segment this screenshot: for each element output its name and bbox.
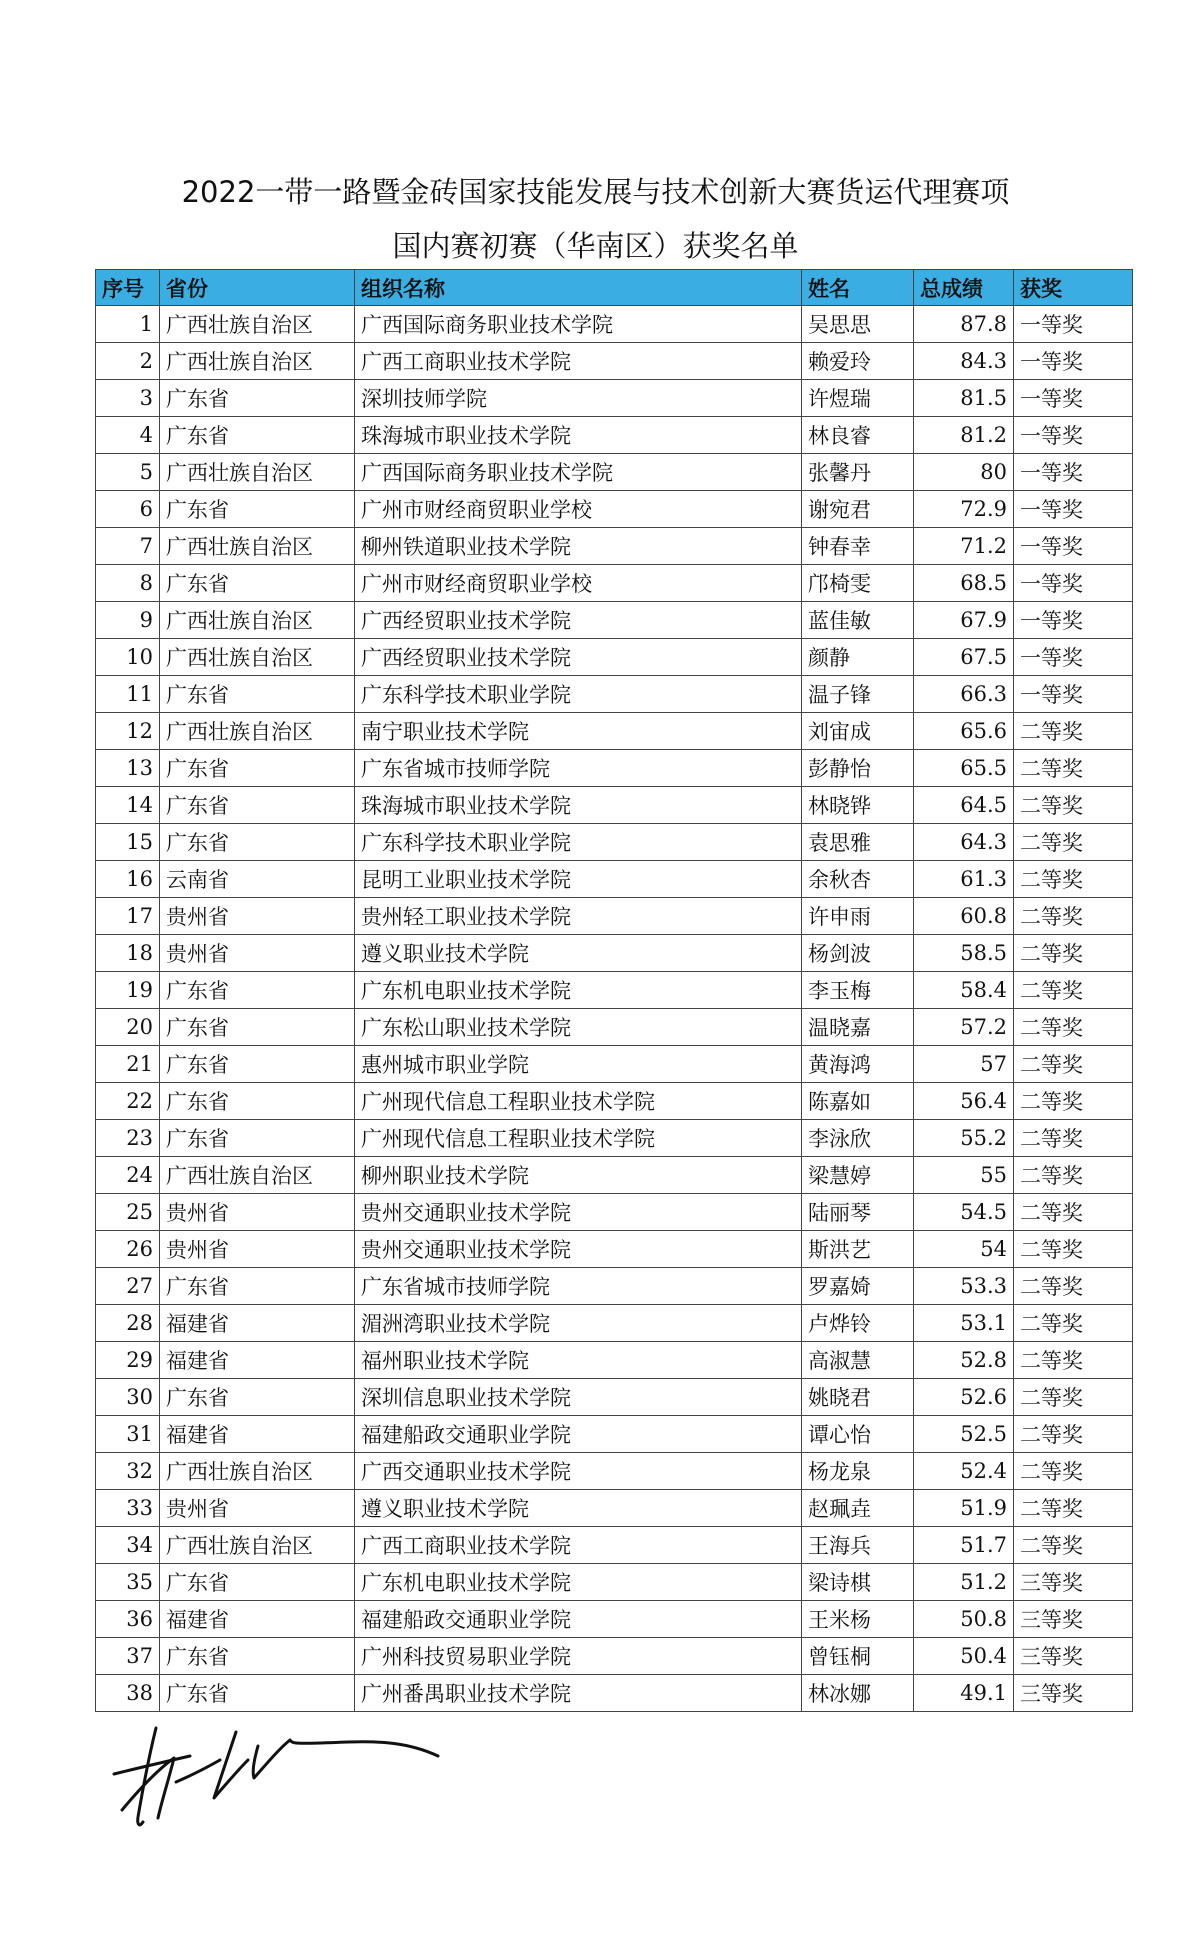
table-row <box>96 528 1133 565</box>
cell-index: 33 <box>96 1490 160 1527</box>
cell-organization: 广东科学技术职业学院 <box>355 824 802 861</box>
cell-name: 谭心怡 <box>802 1416 914 1453</box>
cell-name: 曾钰桐 <box>802 1638 914 1675</box>
cell-province: 广东省 <box>160 1675 355 1712</box>
cell-score: 65.5 <box>914 750 1014 787</box>
cell-organization: 广州番禺职业技术学院 <box>355 1675 802 1712</box>
cell-name: 林良睿 <box>802 417 914 454</box>
cell-score: 58.5 <box>914 935 1014 972</box>
cell-award: 二等奖 <box>1014 972 1133 1009</box>
cell-index: 7 <box>96 528 160 565</box>
cell-award: 二等奖 <box>1014 898 1133 935</box>
cell-score: 60.8 <box>914 898 1014 935</box>
cell-award: 一等奖 <box>1014 417 1133 454</box>
cell-organization: 广西交通职业技术学院 <box>355 1453 802 1490</box>
cell-award: 二等奖 <box>1014 1120 1133 1157</box>
cell-name: 温晓嘉 <box>802 1009 914 1046</box>
cell-index: 35 <box>96 1564 160 1601</box>
table-row <box>96 602 1133 639</box>
cell-score: 56.4 <box>914 1083 1014 1120</box>
cell-organization: 福州职业技术学院 <box>355 1342 802 1379</box>
cell-organization: 深圳技师学院 <box>355 380 802 417</box>
cell-index: 38 <box>96 1675 160 1712</box>
cell-province: 广东省 <box>160 972 355 1009</box>
table-row <box>96 639 1133 676</box>
cell-index: 23 <box>96 1120 160 1157</box>
cell-score: 50.8 <box>914 1601 1014 1638</box>
cell-province: 广东省 <box>160 1046 355 1083</box>
cell-province: 贵州省 <box>160 935 355 972</box>
cell-score: 51.2 <box>914 1564 1014 1601</box>
cell-name: 斯洪艺 <box>802 1231 914 1268</box>
cell-award: 三等奖 <box>1014 1638 1133 1675</box>
cell-score: 64.5 <box>914 787 1014 824</box>
cell-score: 52.8 <box>914 1342 1014 1379</box>
cell-award: 二等奖 <box>1014 1268 1133 1305</box>
cell-index: 24 <box>96 1157 160 1194</box>
cell-name: 赖爱玲 <box>802 343 914 380</box>
cell-province: 广西壮族自治区 <box>160 454 355 491</box>
cell-name: 李玉梅 <box>802 972 914 1009</box>
cell-organization: 深圳信息职业技术学院 <box>355 1379 802 1416</box>
cell-organization: 柳州铁道职业技术学院 <box>355 528 802 565</box>
cell-organization: 贵州交通职业技术学院 <box>355 1231 802 1268</box>
table-row <box>96 1416 1133 1453</box>
cell-index: 34 <box>96 1527 160 1564</box>
cell-index: 17 <box>96 898 160 935</box>
cell-award: 一等奖 <box>1014 565 1133 602</box>
cell-organization: 广东省城市技师学院 <box>355 750 802 787</box>
cell-province: 广东省 <box>160 491 355 528</box>
cell-province: 广东省 <box>160 787 355 824</box>
cell-award: 二等奖 <box>1014 713 1133 750</box>
signature-image <box>108 1722 448 1832</box>
cell-name: 陆丽琴 <box>802 1194 914 1231</box>
cell-name: 杨龙泉 <box>802 1453 914 1490</box>
cell-index: 37 <box>96 1638 160 1675</box>
cell-index: 12 <box>96 713 160 750</box>
cell-province: 贵州省 <box>160 1490 355 1527</box>
cell-province: 福建省 <box>160 1601 355 1638</box>
cell-index: 10 <box>96 639 160 676</box>
cell-province: 广西壮族自治区 <box>160 639 355 676</box>
table-row <box>96 713 1133 750</box>
cell-index: 20 <box>96 1009 160 1046</box>
cell-name: 许煜瑞 <box>802 380 914 417</box>
table-row <box>96 935 1133 972</box>
cell-organization: 福建船政交通职业学院 <box>355 1416 802 1453</box>
cell-organization: 广西国际商务职业技术学院 <box>355 454 802 491</box>
cell-index: 4 <box>96 417 160 454</box>
cell-name: 王海兵 <box>802 1527 914 1564</box>
cell-award: 一等奖 <box>1014 676 1133 713</box>
cell-organization: 南宁职业技术学院 <box>355 713 802 750</box>
cell-name: 杨剑波 <box>802 935 914 972</box>
cell-province: 云南省 <box>160 861 355 898</box>
cell-score: 64.3 <box>914 824 1014 861</box>
award-table <box>95 269 1133 1712</box>
cell-organization: 广西工商职业技术学院 <box>355 343 802 380</box>
cell-score: 50.4 <box>914 1638 1014 1675</box>
cell-organization: 贵州轻工职业技术学院 <box>355 898 802 935</box>
table-row <box>96 1305 1133 1342</box>
table-row <box>96 491 1133 528</box>
cell-score: 67.9 <box>914 602 1014 639</box>
cell-name: 林晓铧 <box>802 787 914 824</box>
cell-index: 21 <box>96 1046 160 1083</box>
cell-name: 卢烨铃 <box>802 1305 914 1342</box>
cell-score: 57 <box>914 1046 1014 1083</box>
cell-province: 贵州省 <box>160 1231 355 1268</box>
table-row <box>96 343 1133 380</box>
cell-organization: 广州现代信息工程职业技术学院 <box>355 1120 802 1157</box>
cell-name: 邝椅雯 <box>802 565 914 602</box>
cell-score: 55.2 <box>914 1120 1014 1157</box>
table-row <box>96 1490 1133 1527</box>
cell-name: 钟春幸 <box>802 528 914 565</box>
table-row <box>96 1601 1133 1638</box>
cell-index: 25 <box>96 1194 160 1231</box>
table-row <box>96 1638 1133 1675</box>
cell-score: 87.8 <box>914 306 1014 343</box>
cell-organization: 广东机电职业技术学院 <box>355 1564 802 1601</box>
cell-organization: 广东机电职业技术学院 <box>355 972 802 1009</box>
cell-organization: 柳州职业技术学院 <box>355 1157 802 1194</box>
cell-index: 13 <box>96 750 160 787</box>
header-index: 序号 <box>96 270 160 306</box>
cell-province: 广东省 <box>160 750 355 787</box>
table-row <box>96 1046 1133 1083</box>
cell-province: 广东省 <box>160 565 355 602</box>
table-row <box>96 1564 1133 1601</box>
table-row <box>96 1342 1133 1379</box>
cell-organization: 广州科技贸易职业学院 <box>355 1638 802 1675</box>
cell-index: 19 <box>96 972 160 1009</box>
cell-index: 27 <box>96 1268 160 1305</box>
cell-organization: 惠州城市职业学院 <box>355 1046 802 1083</box>
cell-organization: 广西经贸职业技术学院 <box>355 639 802 676</box>
cell-award: 三等奖 <box>1014 1564 1133 1601</box>
cell-organization: 遵义职业技术学院 <box>355 935 802 972</box>
cell-province: 广东省 <box>160 1120 355 1157</box>
cell-index: 15 <box>96 824 160 861</box>
cell-province: 广东省 <box>160 676 355 713</box>
cell-index: 22 <box>96 1083 160 1120</box>
cell-score: 52.5 <box>914 1416 1014 1453</box>
cell-province: 福建省 <box>160 1305 355 1342</box>
cell-index: 26 <box>96 1231 160 1268</box>
cell-province: 广东省 <box>160 417 355 454</box>
cell-name: 谢宛君 <box>802 491 914 528</box>
table-row <box>96 824 1133 861</box>
cell-name: 赵珮垚 <box>802 1490 914 1527</box>
cell-award: 一等奖 <box>1014 491 1133 528</box>
table-body <box>96 306 1133 1712</box>
cell-name: 余秋杏 <box>802 861 914 898</box>
cell-organization: 广西经贸职业技术学院 <box>355 602 802 639</box>
cell-score: 61.3 <box>914 861 1014 898</box>
cell-award: 二等奖 <box>1014 1416 1133 1453</box>
table-row <box>96 1268 1133 1305</box>
cell-score: 51.7 <box>914 1527 1014 1564</box>
cell-index: 29 <box>96 1342 160 1379</box>
cell-province: 广东省 <box>160 824 355 861</box>
cell-province: 广东省 <box>160 1083 355 1120</box>
table-row <box>96 1675 1133 1712</box>
cell-award: 二等奖 <box>1014 1046 1133 1083</box>
cell-organization: 广州现代信息工程职业技术学院 <box>355 1083 802 1120</box>
cell-score: 80 <box>914 454 1014 491</box>
cell-award: 二等奖 <box>1014 750 1133 787</box>
cell-name: 颜静 <box>802 639 914 676</box>
cell-award: 二等奖 <box>1014 1231 1133 1268</box>
cell-index: 28 <box>96 1305 160 1342</box>
cell-score: 55 <box>914 1157 1014 1194</box>
cell-province: 广东省 <box>160 380 355 417</box>
cell-award: 二等奖 <box>1014 1305 1133 1342</box>
cell-index: 1 <box>96 306 160 343</box>
table-row <box>96 565 1133 602</box>
cell-award: 二等奖 <box>1014 1379 1133 1416</box>
cell-score: 67.5 <box>914 639 1014 676</box>
cell-score: 66.3 <box>914 676 1014 713</box>
cell-province: 广东省 <box>160 1638 355 1675</box>
cell-province: 广东省 <box>160 1009 355 1046</box>
cell-score: 54.5 <box>914 1194 1014 1231</box>
cell-score: 51.9 <box>914 1490 1014 1527</box>
header-organization: 组织名称 <box>355 270 802 306</box>
cell-score: 52.4 <box>914 1453 1014 1490</box>
cell-index: 30 <box>96 1379 160 1416</box>
cell-organization: 广东省城市技师学院 <box>355 1268 802 1305</box>
cell-award: 一等奖 <box>1014 528 1133 565</box>
cell-award: 二等奖 <box>1014 1194 1133 1231</box>
table-row <box>96 972 1133 1009</box>
cell-organization: 珠海城市职业技术学院 <box>355 417 802 454</box>
cell-score: 84.3 <box>914 343 1014 380</box>
cell-award: 一等奖 <box>1014 380 1133 417</box>
cell-province: 广东省 <box>160 1379 355 1416</box>
cell-province: 贵州省 <box>160 898 355 935</box>
cell-index: 9 <box>96 602 160 639</box>
cell-index: 8 <box>96 565 160 602</box>
table-row <box>96 380 1133 417</box>
cell-award: 二等奖 <box>1014 1342 1133 1379</box>
table-row <box>96 787 1133 824</box>
cell-award: 二等奖 <box>1014 1157 1133 1194</box>
cell-province: 福建省 <box>160 1342 355 1379</box>
cell-name: 姚晓君 <box>802 1379 914 1416</box>
table-row <box>96 898 1133 935</box>
cell-organization: 遵义职业技术学院 <box>355 1490 802 1527</box>
cell-award: 一等奖 <box>1014 639 1133 676</box>
cell-index: 3 <box>96 380 160 417</box>
cell-province: 广西壮族自治区 <box>160 602 355 639</box>
cell-province: 广西壮族自治区 <box>160 1453 355 1490</box>
cell-province: 福建省 <box>160 1416 355 1453</box>
cell-index: 2 <box>96 343 160 380</box>
cell-province: 广东省 <box>160 1268 355 1305</box>
cell-province: 广西壮族自治区 <box>160 713 355 750</box>
cell-province: 广东省 <box>160 1564 355 1601</box>
cell-award: 二等奖 <box>1014 1490 1133 1527</box>
cell-index: 32 <box>96 1453 160 1490</box>
cell-score: 49.1 <box>914 1675 1014 1712</box>
cell-score: 72.9 <box>914 491 1014 528</box>
table-row <box>96 1157 1133 1194</box>
cell-name: 张馨丹 <box>802 454 914 491</box>
cell-index: 6 <box>96 491 160 528</box>
cell-index: 16 <box>96 861 160 898</box>
cell-score: 68.5 <box>914 565 1014 602</box>
cell-name: 王米杨 <box>802 1601 914 1638</box>
cell-score: 57.2 <box>914 1009 1014 1046</box>
table-row <box>96 417 1133 454</box>
cell-name: 彭静怡 <box>802 750 914 787</box>
cell-name: 许申雨 <box>802 898 914 935</box>
table-row <box>96 750 1133 787</box>
cell-organization: 广东科学技术职业学院 <box>355 676 802 713</box>
cell-name: 袁思雅 <box>802 824 914 861</box>
cell-organization: 广西工商职业技术学院 <box>355 1527 802 1564</box>
cell-name: 吴思思 <box>802 306 914 343</box>
cell-organization: 福建船政交通职业学院 <box>355 1601 802 1638</box>
table-row <box>96 454 1133 491</box>
table-row <box>96 1083 1133 1120</box>
cell-name: 黄海鸿 <box>802 1046 914 1083</box>
header-award: 获奖 <box>1014 270 1133 306</box>
table-row <box>96 1009 1133 1046</box>
cell-organization: 广西国际商务职业技术学院 <box>355 306 802 343</box>
cell-organization: 湄洲湾职业技术学院 <box>355 1305 802 1342</box>
table-row <box>96 1194 1133 1231</box>
cell-index: 36 <box>96 1601 160 1638</box>
cell-award: 一等奖 <box>1014 454 1133 491</box>
cell-province: 广西壮族自治区 <box>160 528 355 565</box>
cell-organization: 广州市财经商贸职业学校 <box>355 565 802 602</box>
table-row <box>96 1527 1133 1564</box>
cell-score: 58.4 <box>914 972 1014 1009</box>
cell-province: 广西壮族自治区 <box>160 343 355 380</box>
cell-name: 陈嘉如 <box>802 1083 914 1120</box>
cell-organization: 贵州交通职业技术学院 <box>355 1194 802 1231</box>
table-row <box>96 861 1133 898</box>
cell-name: 温子锋 <box>802 676 914 713</box>
table-row <box>96 306 1133 343</box>
cell-index: 11 <box>96 676 160 713</box>
cell-award: 三等奖 <box>1014 1675 1133 1712</box>
header-score: 总成绩 <box>914 270 1014 306</box>
cell-score: 53.1 <box>914 1305 1014 1342</box>
cell-name: 梁慧婷 <box>802 1157 914 1194</box>
cell-province: 广西壮族自治区 <box>160 306 355 343</box>
table-header-row <box>96 270 1133 306</box>
cell-award: 二等奖 <box>1014 1527 1133 1564</box>
cell-name: 梁诗棋 <box>802 1564 914 1601</box>
cell-award: 二等奖 <box>1014 824 1133 861</box>
cell-score: 53.3 <box>914 1268 1014 1305</box>
cell-name: 林冰娜 <box>802 1675 914 1712</box>
table-row <box>96 1231 1133 1268</box>
cell-province: 贵州省 <box>160 1194 355 1231</box>
cell-award: 二等奖 <box>1014 1453 1133 1490</box>
cell-organization: 珠海城市职业技术学院 <box>355 787 802 824</box>
cell-index: 5 <box>96 454 160 491</box>
cell-index: 14 <box>96 787 160 824</box>
table-row <box>96 1120 1133 1157</box>
cell-name: 李泳欣 <box>802 1120 914 1157</box>
cell-award: 二等奖 <box>1014 1009 1133 1046</box>
cell-score: 52.6 <box>914 1379 1014 1416</box>
cell-score: 54 <box>914 1231 1014 1268</box>
header-name: 姓名 <box>802 270 914 306</box>
table-row <box>96 1379 1133 1416</box>
cell-index: 31 <box>96 1416 160 1453</box>
cell-name: 刘宙成 <box>802 713 914 750</box>
cell-score: 71.2 <box>914 528 1014 565</box>
cell-name: 罗嘉婍 <box>802 1268 914 1305</box>
cell-award: 一等奖 <box>1014 306 1133 343</box>
document-title-line1: 2022一带一路暨金砖国家技能发展与技术创新大赛货运代理赛项 <box>181 175 1010 209</box>
cell-score: 65.6 <box>914 713 1014 750</box>
cell-organization: 广东松山职业技术学院 <box>355 1009 802 1046</box>
cell-award: 一等奖 <box>1014 343 1133 380</box>
cell-organization: 广州市财经商贸职业学校 <box>355 491 802 528</box>
cell-award: 二等奖 <box>1014 935 1133 972</box>
header-province: 省份 <box>160 270 355 306</box>
cell-award: 二等奖 <box>1014 787 1133 824</box>
cell-organization: 昆明工业职业技术学院 <box>355 861 802 898</box>
table-row <box>96 676 1133 713</box>
cell-index: 18 <box>96 935 160 972</box>
cell-name: 高淑慧 <box>802 1342 914 1379</box>
cell-province: 广西壮族自治区 <box>160 1527 355 1564</box>
document-title-line2: 国内赛初赛（华南区）获奖名单 <box>392 229 799 263</box>
table-row <box>96 1453 1133 1490</box>
cell-province: 广西壮族自治区 <box>160 1157 355 1194</box>
cell-award: 二等奖 <box>1014 861 1133 898</box>
cell-score: 81.2 <box>914 417 1014 454</box>
cell-score: 81.5 <box>914 380 1014 417</box>
cell-award: 一等奖 <box>1014 602 1133 639</box>
cell-award: 三等奖 <box>1014 1601 1133 1638</box>
cell-name: 蓝佳敏 <box>802 602 914 639</box>
cell-award: 二等奖 <box>1014 1083 1133 1120</box>
